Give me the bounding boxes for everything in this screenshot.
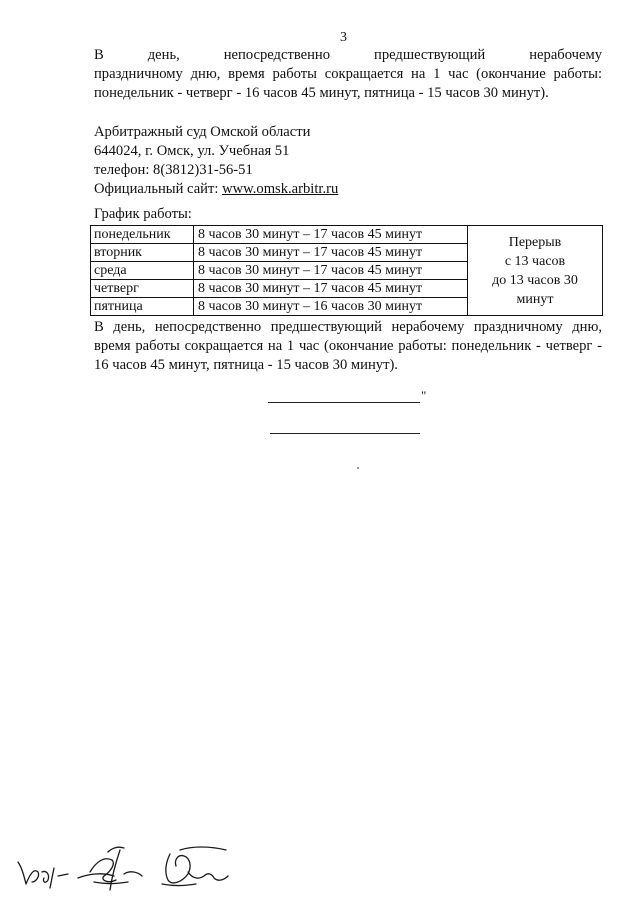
signature-1: [18, 862, 68, 888]
signature-line: [268, 402, 420, 403]
day-cell: пятница: [91, 298, 194, 316]
hours-cell: 8 часов 30 минут – 17 часов 45 минут: [194, 226, 468, 244]
hours-cell: 8 часов 30 минут – 17 часов 45 минут: [194, 262, 468, 280]
holiday-notice-paragraph-bottom: В день, непосредственно предшествующий нерабочему праздничному дню, время работы сокращается на 1 час (окончание работы: понедельник - четверг - 16 часов 45 минут, пятница - 15 часов 30 минут).: [94, 319, 602, 373]
scan-speck: [357, 467, 359, 469]
hours-cell: 8 часов 30 минут – 16 часов 30 минут: [194, 298, 468, 316]
page-number: 3: [340, 30, 347, 45]
signature-2: [78, 847, 142, 890]
day-cell: понедельник: [91, 226, 194, 244]
holiday-notice-first-line: В день, непосредственно предшествующий нерабочему: [94, 47, 602, 63]
signature-line: [270, 433, 420, 434]
court-name: Арбитражный суд Омской области: [94, 124, 311, 140]
day-cell: среда: [91, 262, 194, 280]
table-row: [91, 226, 603, 244]
hours-cell: 8 часов 30 минут – 17 часов 45 минут: [194, 244, 468, 262]
schedule-title: График работы:: [94, 206, 192, 222]
quote-mark: ": [421, 388, 427, 403]
break-line: до 13 часов 30: [492, 272, 578, 288]
court-postal-address: 644024, г. Омск, ул. Учебная 51: [94, 143, 290, 159]
break-line: минут: [516, 291, 554, 307]
holiday-notice-rest: праздничному дню, время работы сокращается на 1 час (окончание работы: понедельник - четверг - 16 часов 45 минут, пятница - 15 часов 30 минут).: [94, 66, 602, 101]
day-cell: четверг: [91, 280, 194, 298]
signature-3: [162, 847, 228, 886]
court-website: [94, 180, 338, 199]
lunch-break-cell: [468, 226, 603, 316]
website-link[interactable]: www.omsk.arbitr.ru: [222, 181, 339, 197]
break-line: Перерыв: [508, 234, 562, 250]
break-line: с 13 часов: [504, 253, 566, 269]
court-phone: телефон: 8(3812)31-56-51: [94, 162, 253, 178]
court-address-block: [94, 123, 338, 199]
day-cell: вторник: [91, 244, 194, 262]
website-label: Официальный сайт:: [94, 181, 223, 197]
handwritten-signatures: [12, 832, 252, 898]
holiday-notice-paragraph-top: [94, 46, 602, 103]
hours-cell: 8 часов 30 минут – 17 часов 45 минут: [194, 280, 468, 298]
work-schedule-table: [90, 225, 603, 316]
